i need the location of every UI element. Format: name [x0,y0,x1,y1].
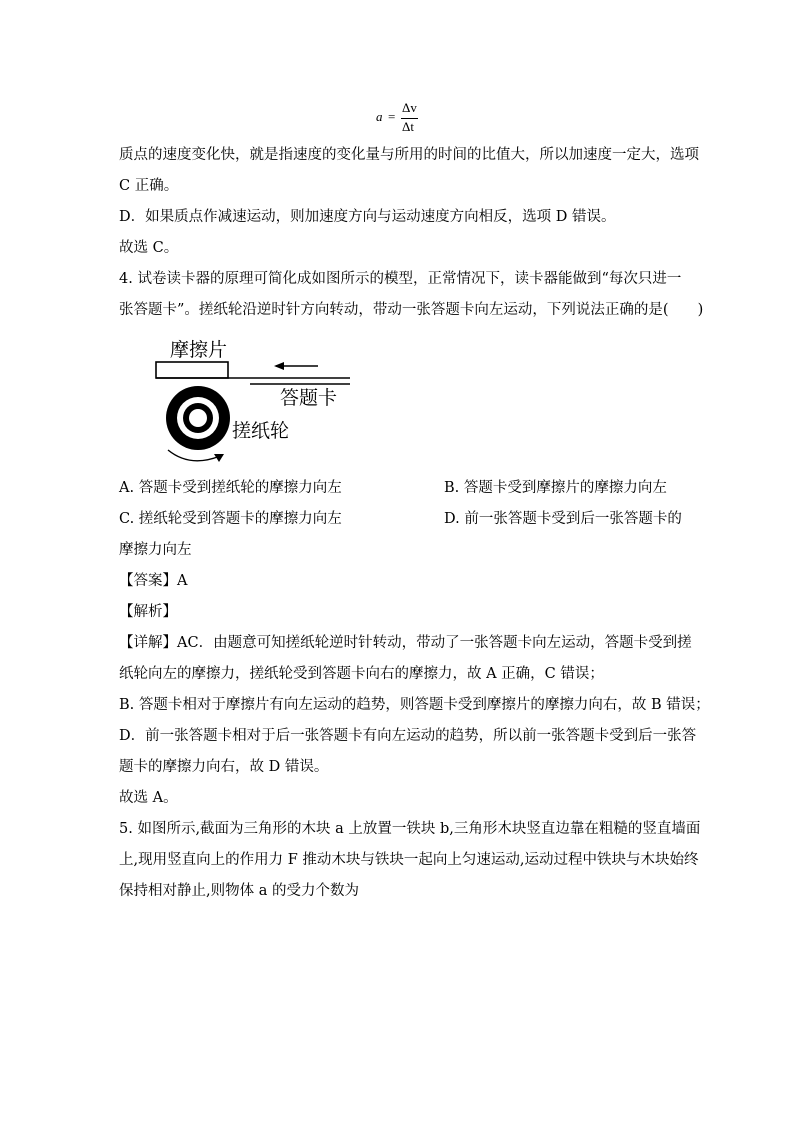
text-line: D．如果质点作减速运动，则加速度方向与运动速度方向相反，选项 D 错误。 [119,209,616,225]
card-label: 答题卡 [280,387,338,409]
pad-label: 摩擦片 [170,339,228,361]
option-d: D. 前一张答题卡受到后一张答题卡的 [444,511,682,527]
option-a: A. 答题卡受到搓纸轮的摩擦力向左 [119,480,342,496]
formula-equals: = [388,109,396,124]
left-arrow-icon [274,362,284,370]
option-d-continued: 摩擦力向左 [119,542,192,558]
question-5-stem: 保持相对静止,则物体 a 的受力个数为 [119,883,359,899]
analysis-line: 题卡的摩擦力向右，故 D 错误。 [119,759,329,775]
formula-numerator: Δv [402,100,417,115]
wheel-label: 搓纸轮 [232,420,290,442]
option-b: B. 答题卡受到摩擦片的摩擦力向左 [444,480,667,496]
question-4-stem: 张答题卡”。搓纸轮沿逆时针方向转动，带动一张答题卡向左运动，下列说法正确的是( ) [119,302,704,318]
analysis-line: B. 答题卡相对于摩擦片有向左运动的趋势，则答题卡受到摩擦片的摩擦力向右，故 B 错误； [119,697,710,713]
answer-line: 【答案】A [119,573,188,589]
analysis-line: D．前一张答题卡相对于后一张答题卡有向左运动的趋势，所以前一张答题卡受到后一张答 [119,728,697,744]
question-4-stem: 4. 试卷读卡器的原理可简化成如图所示的模型，正常情况下，读卡器能做到“每次只进一 [119,271,682,287]
formula-lhs: a [376,109,383,124]
acceleration-formula [376,100,436,136]
question-5-stem: 上,现用竖直向上的作用力 F 推动木块与铁块一起向上匀速运动,运动过程中铁块与木块始终 [119,852,699,868]
analysis-line: 纸轮向左的摩擦力，搓纸轮受到答题卡向右的摩擦力，故 A 正确，C 错误； [119,666,604,682]
formula-denominator: Δt [402,119,414,134]
rotation-arc [168,450,220,461]
question-5-stem: 5. 如图所示,截面为三角形的木块 a 上放置一铁块 b,三角形木块竖直边靠在粗糙的竖直墙面 [119,821,701,837]
option-c: C. 搓纸轮受到答题卡的摩擦力向左 [119,511,342,527]
card-reader-figure [150,336,360,466]
text-line: 故选 C。 [119,240,179,256]
text-line: 质点的速度变化快，就是指速度的变化量与所用的时间的比值大，所以加速度一定大，选项 [119,147,699,163]
analysis-line: 故选 A。 [119,790,178,806]
wheel-center [189,409,207,427]
friction-pad [156,362,228,378]
analysis-header: 【解析】 [119,604,177,620]
analysis-line: 【详解】AC．由题意可知搓纸轮逆时针转动，带动了一张答题卡向左运动，答题卡受到搓 [119,635,692,651]
text-line: C 正确。 [119,178,179,194]
